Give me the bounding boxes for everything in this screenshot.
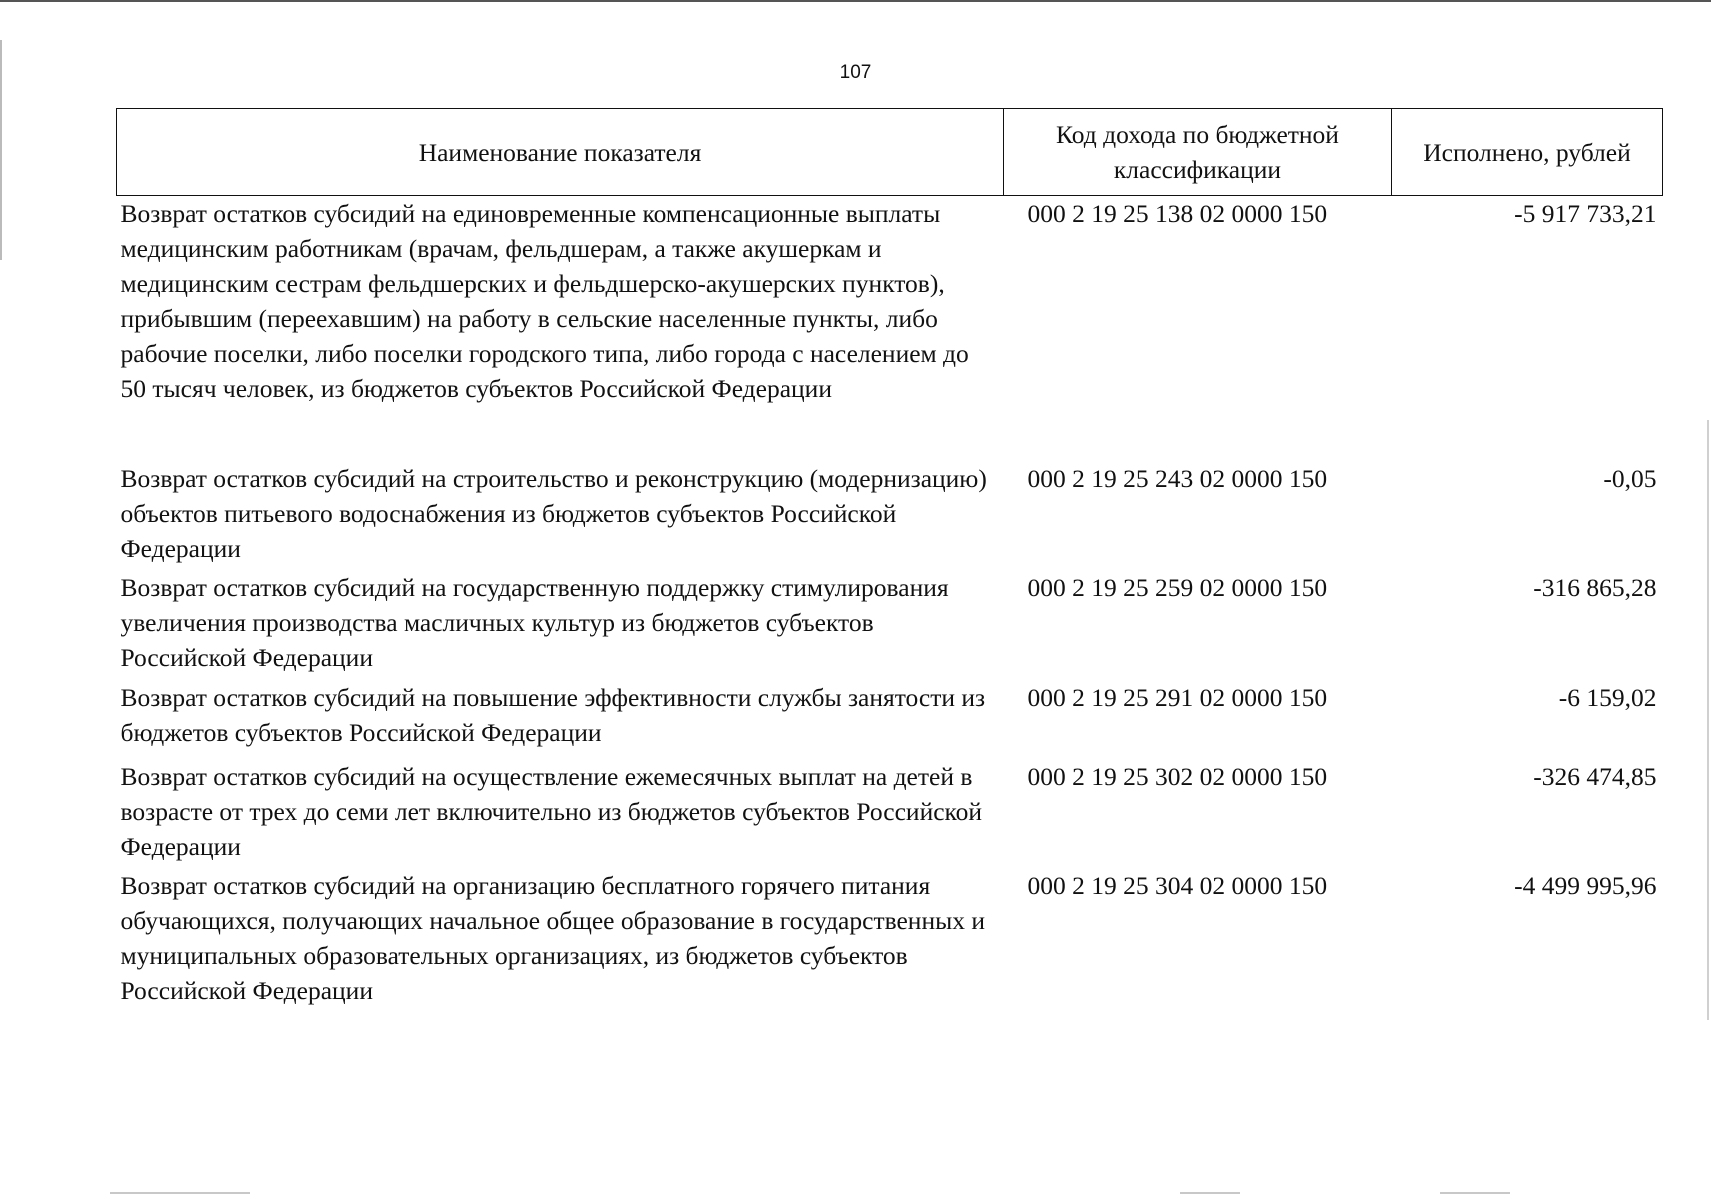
income-table [116,108,1663,1008]
scan-edge-top [0,0,1711,2]
row-code: 000 2 19 25 304 02 0000 150 [1027,871,1328,900]
table-row [117,680,1663,759]
table-body [117,196,1663,1009]
row-name: Возврат остатков субсидий на единовременные компенсационные выплаты медицинским работникам (врачам, фельдшерам, а также акушеркам и медицинским сестрам фельдшерских и фельдшерско-акушерских пунктов), прибывшим (переехавшим) на работу в сельские населенные пункты, либо рабочие поселки, либо поселки городского типа, либо города с населением до 50 тысяч человек, из бюджетов субъектов Российской Федерации [120,199,969,403]
row-code: 000 2 19 25 291 02 0000 150 [1027,683,1328,712]
row-name: Возврат остатков субсидий на осуществление ежемесячных выплат на детей в возрасте от трех до семи лет включительно из бюджетов субъектов Российской Федерации [120,762,983,861]
table-row [117,759,1663,868]
header-code: Код дохода по бюджетной классификации [1004,109,1392,196]
scan-artifact [110,1192,250,1194]
row-code: 000 2 19 25 243 02 0000 150 [1027,464,1328,493]
table-row [117,570,1663,680]
row-name: Возврат остатков субсидий на государственную поддержку стимулирования увеличения производства масличных культур из бюджетов субъектов Российской Федерации [120,573,949,672]
row-code: 000 2 19 25 138 02 0000 150 [1027,199,1328,228]
row-amount: -4 499 995,96 [1514,871,1657,900]
table-header [117,109,1663,196]
row-name: Возврат остатков субсидий на повышение эффективности службы занятости из бюджетов субъектов Российской Федерации [120,683,986,747]
scan-artifact [1440,1192,1510,1194]
header-name: Наименование показателя [117,109,1004,196]
row-code: 000 2 19 25 302 02 0000 150 [1027,762,1328,791]
row-amount: -326 474,85 [1533,762,1657,791]
row-name: Возврат остатков субсидий на строительство и реконструкцию (модернизацию) объектов питьевого водоснабжения из бюджетов субъектов Российской Федерации [120,464,987,563]
header-row [117,109,1663,196]
scan-edge-right [1707,420,1709,1020]
table-row [117,868,1663,1008]
row-amount: -6 159,02 [1558,683,1657,712]
table-row [117,461,1663,570]
page-number: 107 [839,62,872,83]
row-amount: -0,05 [1603,464,1657,493]
row-amount: -5 917 733,21 [1514,199,1657,228]
table-row [117,196,1663,462]
scan-artifact [1180,1192,1240,1194]
row-code: 000 2 19 25 259 02 0000 150 [1027,573,1328,602]
header-amount: Исполнено, рублей [1392,109,1663,196]
row-name: Возврат остатков субсидий на организацию бесплатного горячего питания обучающихся, получающих начальное общее образование в государственных и муниципальных образовательных организациях, из бюджетов субъектов Российской Федерации [120,871,985,1005]
row-amount: -316 865,28 [1533,573,1657,602]
